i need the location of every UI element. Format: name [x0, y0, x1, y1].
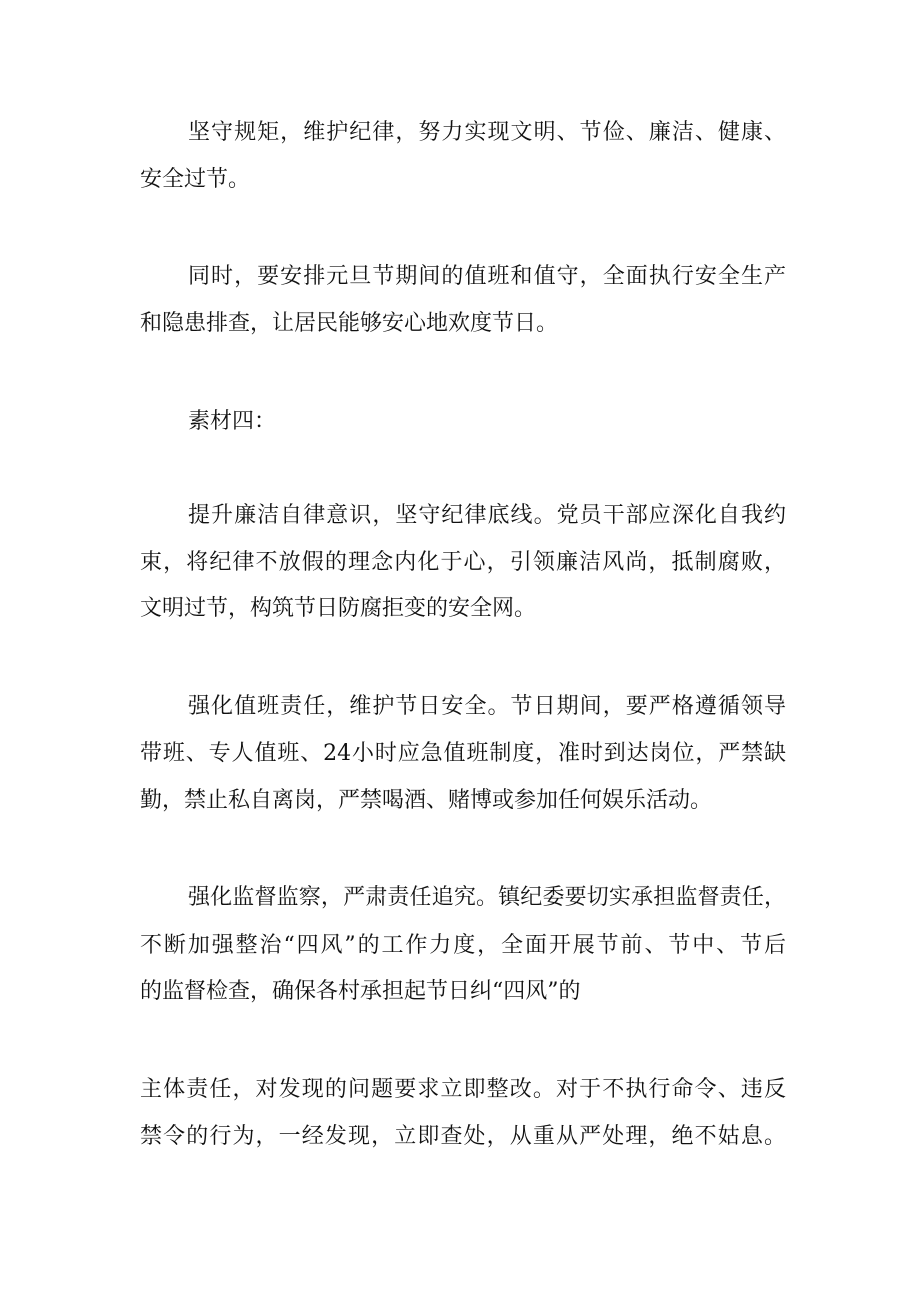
paragraph-5-line-3: 的监督检查，确保各村承担起节日纠“四风”的 — [140, 979, 581, 1004]
paragraph-2-line-2: 和隐患排查，让居民能够安心地欢度节日。 — [140, 311, 559, 336]
paragraph-4-line-1: 强化值班责任，维护节日安全。节日期间，要严格遵循领导 — [188, 694, 786, 719]
paragraph-3-line-1: 提升廉洁自律意识，坚守纪律底线。党员干部应深化自我约 — [188, 503, 786, 528]
paragraph-2-line-1: 同时，要安排元旦节期间的值班和值守，全面执行安全生产 — [188, 264, 786, 289]
paragraph-6-line-2: 禁令的行为，一经发现，立即查处，从重从严处理，绝不姑息。 — [140, 1124, 786, 1149]
paragraph-5-line-1: 强化监督监察，严肃责任追究。镇纪委要切实承担监督责任， — [188, 885, 786, 910]
paragraph-5-line-2: 不断加强整治“四风”的工作力度，全面开展节前、节中、节后 — [140, 933, 786, 958]
paragraph-4-line-2: 带班、专人值班、24小时应急值班制度，准时到达岗位，严禁缺 — [140, 741, 786, 766]
paragraph-1-line-1: 坚守规矩，维护纪律，努力实现文明、节俭、廉洁、健康、 — [188, 120, 786, 145]
paragraph-6-line-1: 主体责任，对发现的问题要求立即整改。对于不执行命令、违反 — [140, 1077, 786, 1102]
paragraph-1-line-2: 安全过节。 — [140, 167, 251, 192]
paragraph-3-line-3: 文明过节，构筑节日防腐拒变的安全网。 — [140, 596, 537, 621]
paragraph-3-line-2: 束，将纪律不放假的理念内化于心，引领廉洁风尚，抵制腐败， — [140, 550, 786, 575]
paragraph-4-line-3: 勤，禁止私自离岗，严禁喝酒、赌博或参加任何娱乐活动。 — [140, 788, 713, 813]
section-heading: 素材四： — [188, 409, 277, 434]
